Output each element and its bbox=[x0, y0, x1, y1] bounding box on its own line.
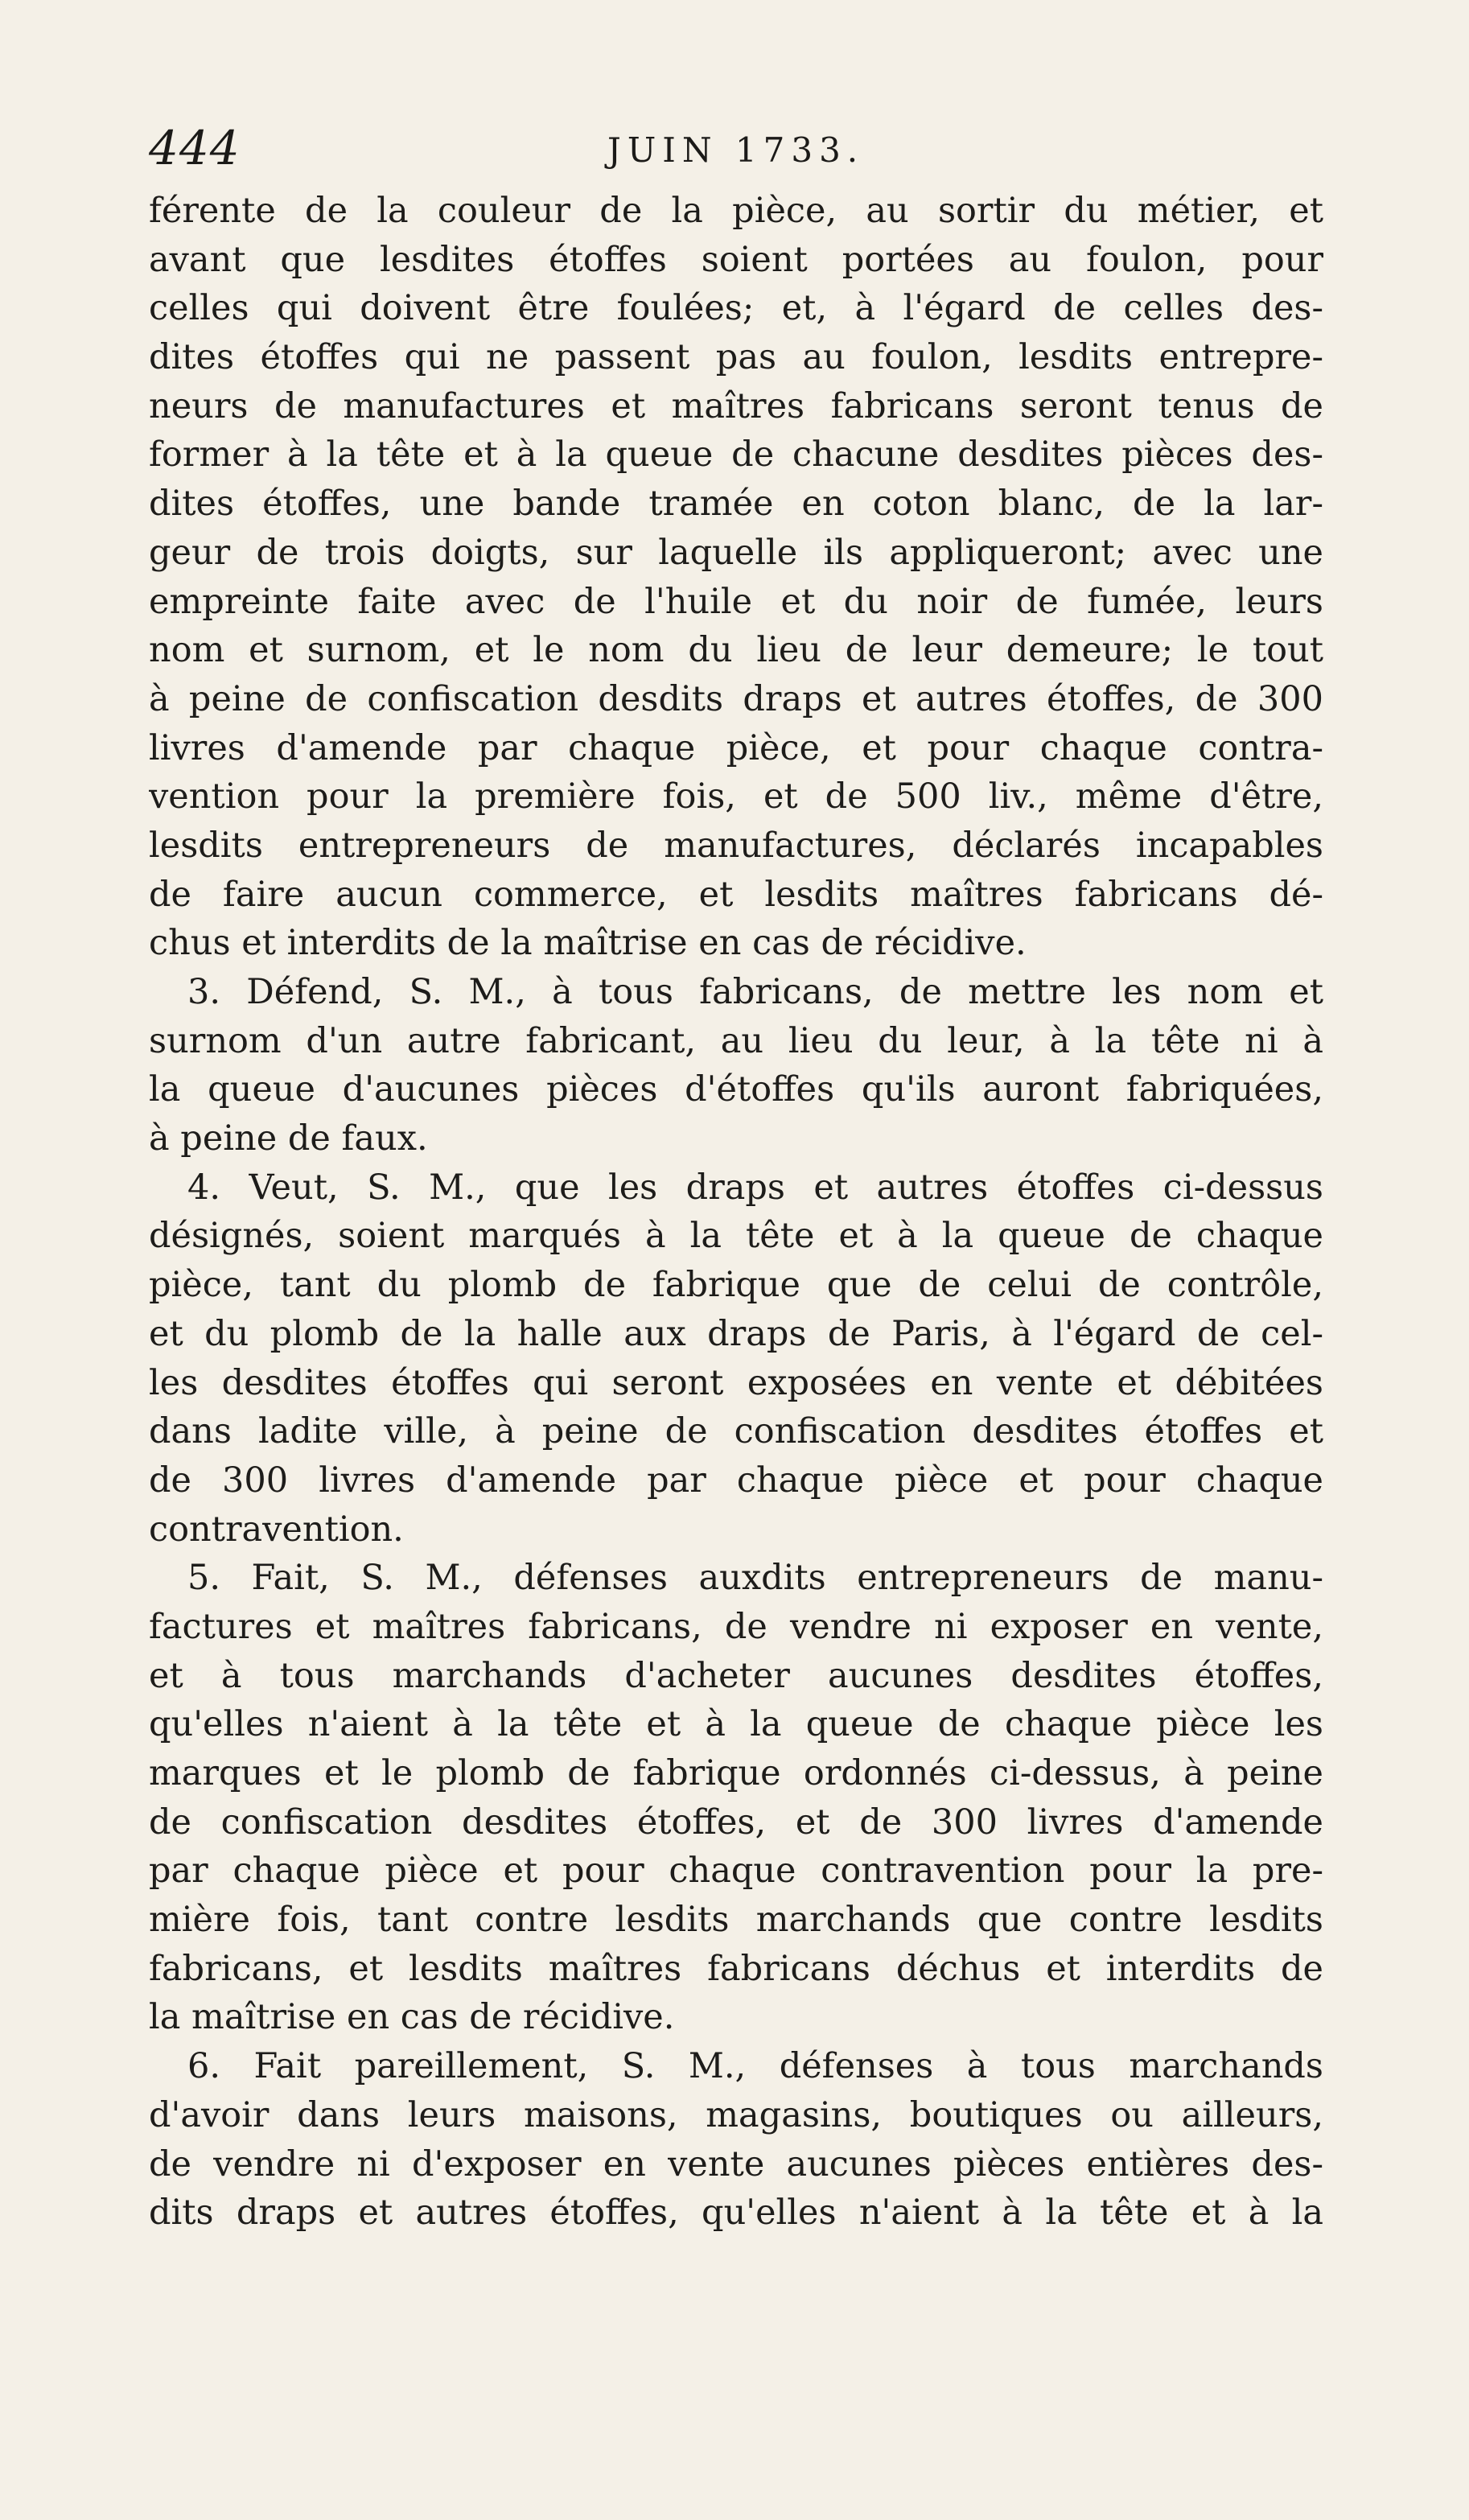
text-line: dits draps et autres étoffes, qu'elles n'aient à la tête et à la bbox=[149, 2193, 1323, 2234]
text-line: former à la tête et à la queue de chacune desdites pièces des- bbox=[149, 434, 1323, 476]
text-line: férente de la couleur de la pièce, au sortir du métier, et bbox=[149, 191, 1323, 231]
text-line: factures et maîtres fabricans, de vendre ni exposer en vente, bbox=[149, 1606, 1323, 1647]
text-line: fabricans, et lesdits maîtres fabricans déchus et interdits de bbox=[149, 1948, 1323, 1989]
text-line: mière fois, tant contre lesdits marchands que contre lesdits bbox=[149, 1900, 1323, 1941]
text-line: lesdits entrepreneurs de manufactures, déclarés incapables bbox=[149, 825, 1323, 866]
text-line: dites étoffes qui ne passent pas au foulon, lesdits entrepre- bbox=[149, 337, 1323, 378]
article-6-start: 6. Fait pareillement, S. M., défenses à tous marchands bbox=[187, 2046, 1323, 2087]
text-line: de confiscation desdites étoffes, et de 300 livres d'amende bbox=[149, 1801, 1323, 1843]
text-line: marques et le plomb de fabrique ordonnés ci-dessus, à peine bbox=[149, 1753, 1323, 1793]
text-line: les desdites étoffes qui seront exposées en vente et débitées bbox=[149, 1362, 1323, 1403]
body-text bbox=[149, 187, 1323, 2238]
text-line: avant que lesdites étoffes soient portées au foulon, pour bbox=[149, 239, 1323, 280]
running-head: JUIN 1733. bbox=[607, 130, 865, 170]
text-line: surnom d'un autre fabricant, au lieu du leur, à la tête ni à bbox=[149, 1020, 1323, 1061]
text-line: dans ladite ville, à peine de confiscation desdites étoffes et bbox=[149, 1411, 1323, 1452]
text-line: pièce, tant du plomb de fabrique que de celui de contrôle, bbox=[149, 1265, 1323, 1306]
page-number: 444 bbox=[149, 121, 241, 175]
text-line: à peine de confiscation desdits draps et autres étoffes, de 300 bbox=[149, 678, 1323, 719]
text-line: de faire aucun commerce, et lesdits maîtres fabricans dé- bbox=[149, 874, 1323, 915]
text-line: et à tous marchands d'acheter aucunes desdites étoffes, bbox=[149, 1655, 1323, 1696]
text-line: à peine de faux. bbox=[149, 1118, 428, 1159]
text-line: geur de trois doigts, sur laquelle ils appliqueront; avec une bbox=[149, 532, 1323, 573]
text-line: et du plomb de la halle aux draps de Paris, à l'égard de cel- bbox=[149, 1313, 1323, 1354]
text-line: par chaque pièce et pour chaque contravention pour la pre- bbox=[149, 1851, 1323, 1892]
text-line: qu'elles n'aient à la tête et à la queue de chaque pièce les bbox=[149, 1704, 1323, 1745]
page-header bbox=[149, 121, 1323, 193]
text-line: désignés, soient marqués à la tête et à la queue de chaque bbox=[149, 1216, 1323, 1257]
text-line: la maîtrise en cas de récidive. bbox=[149, 1997, 675, 2038]
text-line: d'avoir dans leurs maisons, magasins, boutiques ou ailleurs, bbox=[149, 2094, 1323, 2135]
text-line: nom et surnom, et le nom du lieu de leur demeure; le tout bbox=[149, 630, 1323, 671]
text-line: contravention. bbox=[149, 1509, 404, 1550]
text-line: la queue d'aucunes pièces d'étoffes qu'ils auront fabriquées, bbox=[149, 1069, 1323, 1110]
article-3-start: 3. Défend, S. M., à tous fabricans, de mettre les nom et bbox=[187, 972, 1323, 1012]
article-4-start: 4. Veut, S. M., que les draps et autres étoffes ci-dessus bbox=[187, 1167, 1323, 1208]
text-line: de vendre ni d'exposer en vente aucunes pièces entières des- bbox=[149, 2143, 1323, 2184]
text-line: vention pour la première fois, et de 500 liv., même d'être, bbox=[149, 776, 1323, 817]
text-line: dites étoffes, une bande tramée en coton blanc, de la lar- bbox=[149, 484, 1323, 525]
text-line: chus et interdits de la maîtrise en cas de récidive. bbox=[149, 923, 1027, 964]
text-line: empreinte faite avec de l'huile et du noir de fumée, leurs bbox=[149, 581, 1323, 622]
text-line: de 300 livres d'amende par chaque pièce et pour chaque bbox=[149, 1460, 1323, 1501]
article-5-start: 5. Fait, S. M., défenses auxdits entrepreneurs de manu- bbox=[187, 1558, 1323, 1599]
text-line: livres d'amende par chaque pièce, et pour chaque contra- bbox=[149, 727, 1323, 768]
text-line: neurs de manufactures et maîtres fabricans seront tenus de bbox=[149, 385, 1323, 426]
text-line: celles qui doivent être foulées; et, à l'égard de celles des- bbox=[149, 288, 1323, 329]
